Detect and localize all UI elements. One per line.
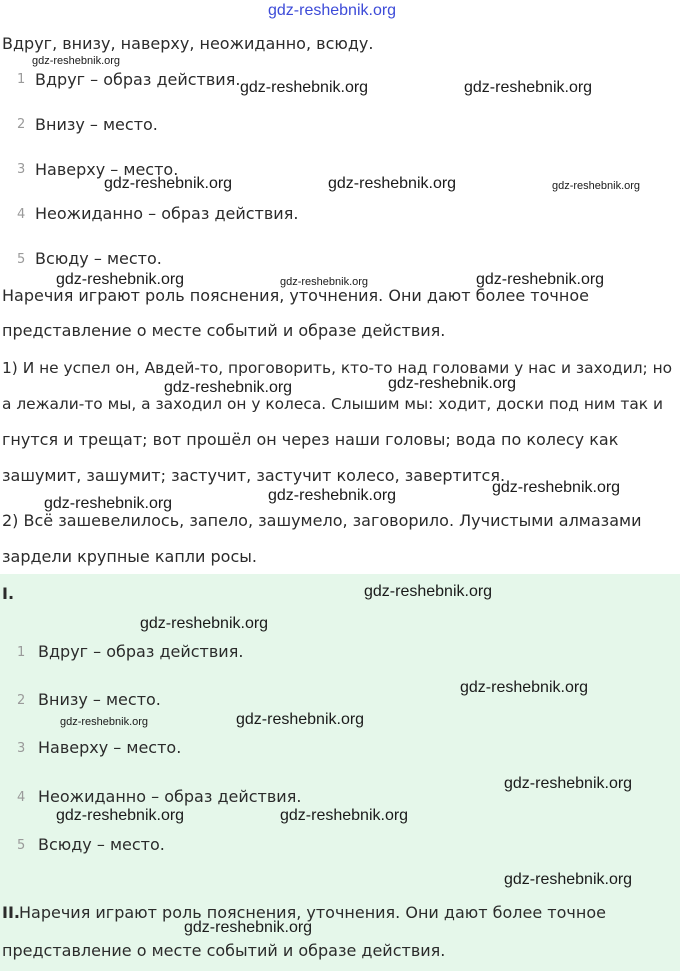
list-number: 3 [17, 741, 26, 756]
paragraph-line: а лежали-то мы, а заходил он у колеса. Слышим мы: ходит, доски под ним так и [2, 395, 664, 413]
list-item: Неожиданно – образ действия. [38, 787, 302, 806]
list-number: 4 [17, 207, 26, 222]
watermark: gdz-reshebnik.org [552, 180, 641, 192]
list-number: 3 [17, 162, 26, 177]
intro-line: Вдруг, внизу, наверху, неожиданно, всюду. [2, 34, 374, 53]
paragraph-line: представление о месте событий и образе действия. [2, 941, 446, 960]
section-marker-2: II. [2, 903, 20, 922]
section-marker-1: I. [2, 584, 15, 603]
list-number: 4 [17, 790, 26, 805]
list-number: 5 [17, 252, 26, 267]
watermark: gdz-reshebnik.org [56, 807, 185, 824]
list-number: 1 [17, 645, 26, 660]
watermark: gdz-reshebnik.org [388, 375, 517, 392]
list-item: Всюду – место. [38, 835, 165, 854]
list-item: Вдруг – образ действия. [35, 70, 241, 89]
watermark: gdz-reshebnik.org [504, 775, 633, 792]
watermark: gdz-reshebnik.org [56, 271, 185, 288]
list-number: 5 [17, 838, 26, 853]
paragraph-line: гнутся и трещат; вот прошёл он через наши головы; вода по колесу как [2, 430, 619, 449]
paragraph-line: 1) И не успел он, Авдей-то, проговорить, кто-то над головами у нас и заходил; но [2, 359, 673, 377]
paragraph-line: зардели крупные капли росы. [2, 547, 257, 566]
watermark: gdz-reshebnik.org [364, 583, 493, 600]
watermark: gdz-reshebnik.org [464, 79, 593, 96]
watermark: gdz-reshebnik.org [492, 479, 621, 496]
watermark: gdz-reshebnik.org [504, 871, 633, 888]
watermark: gdz-reshebnik.org [140, 615, 269, 632]
list-item: Наверху – место. [38, 738, 182, 757]
watermark: gdz-reshebnik.org [44, 495, 173, 512]
watermark: gdz-reshebnik.org [60, 716, 149, 728]
list-number: 1 [17, 72, 26, 87]
list-item: Всюду – место. [35, 249, 162, 268]
watermark: gdz-reshebnik.org [32, 55, 121, 67]
list-item: Наверху – место. [35, 160, 179, 179]
list-number: 2 [17, 117, 26, 132]
watermark: gdz-reshebnik.org [164, 379, 293, 396]
list-item: Внизу – место. [35, 115, 158, 134]
watermark: gdz-reshebnik.org [104, 175, 233, 192]
watermark: gdz-reshebnik.org [280, 276, 369, 288]
watermark: gdz-reshebnik.org [240, 79, 369, 96]
paragraph-line: представление о месте событий и образе действия. [2, 321, 446, 340]
watermark-header: gdz-reshebnik.org [268, 2, 397, 19]
watermark: gdz-reshebnik.org [328, 175, 457, 192]
list-item: Неожиданно – образ действия. [35, 204, 299, 223]
paragraph-line: Наречия играют роль пояснения, уточнения. Они дают более точное [2, 286, 589, 305]
watermark: gdz-reshebnik.org [476, 271, 605, 288]
list-item: Вдруг – образ действия. [38, 642, 244, 661]
list-item: Внизу – место. [38, 690, 161, 709]
watermark: gdz-reshebnik.org [184, 919, 313, 936]
paragraph-line: Наречия играют роль пояснения, уточнения. Они дают более точное [19, 903, 606, 922]
watermark: gdz-reshebnik.org [460, 679, 589, 696]
watermark: gdz-reshebnik.org [280, 807, 409, 824]
list-number: 2 [17, 693, 26, 708]
paragraph-line: 2) Всё зашевелилось, запело, зашумело, заговорило. Лучистыми алмазами [2, 511, 642, 530]
watermark: gdz-reshebnik.org [268, 487, 397, 504]
paragraph-line: зашумит, зашумит; застучит, застучит колесо, завертится. [2, 466, 506, 485]
watermark: gdz-reshebnik.org [236, 711, 365, 728]
